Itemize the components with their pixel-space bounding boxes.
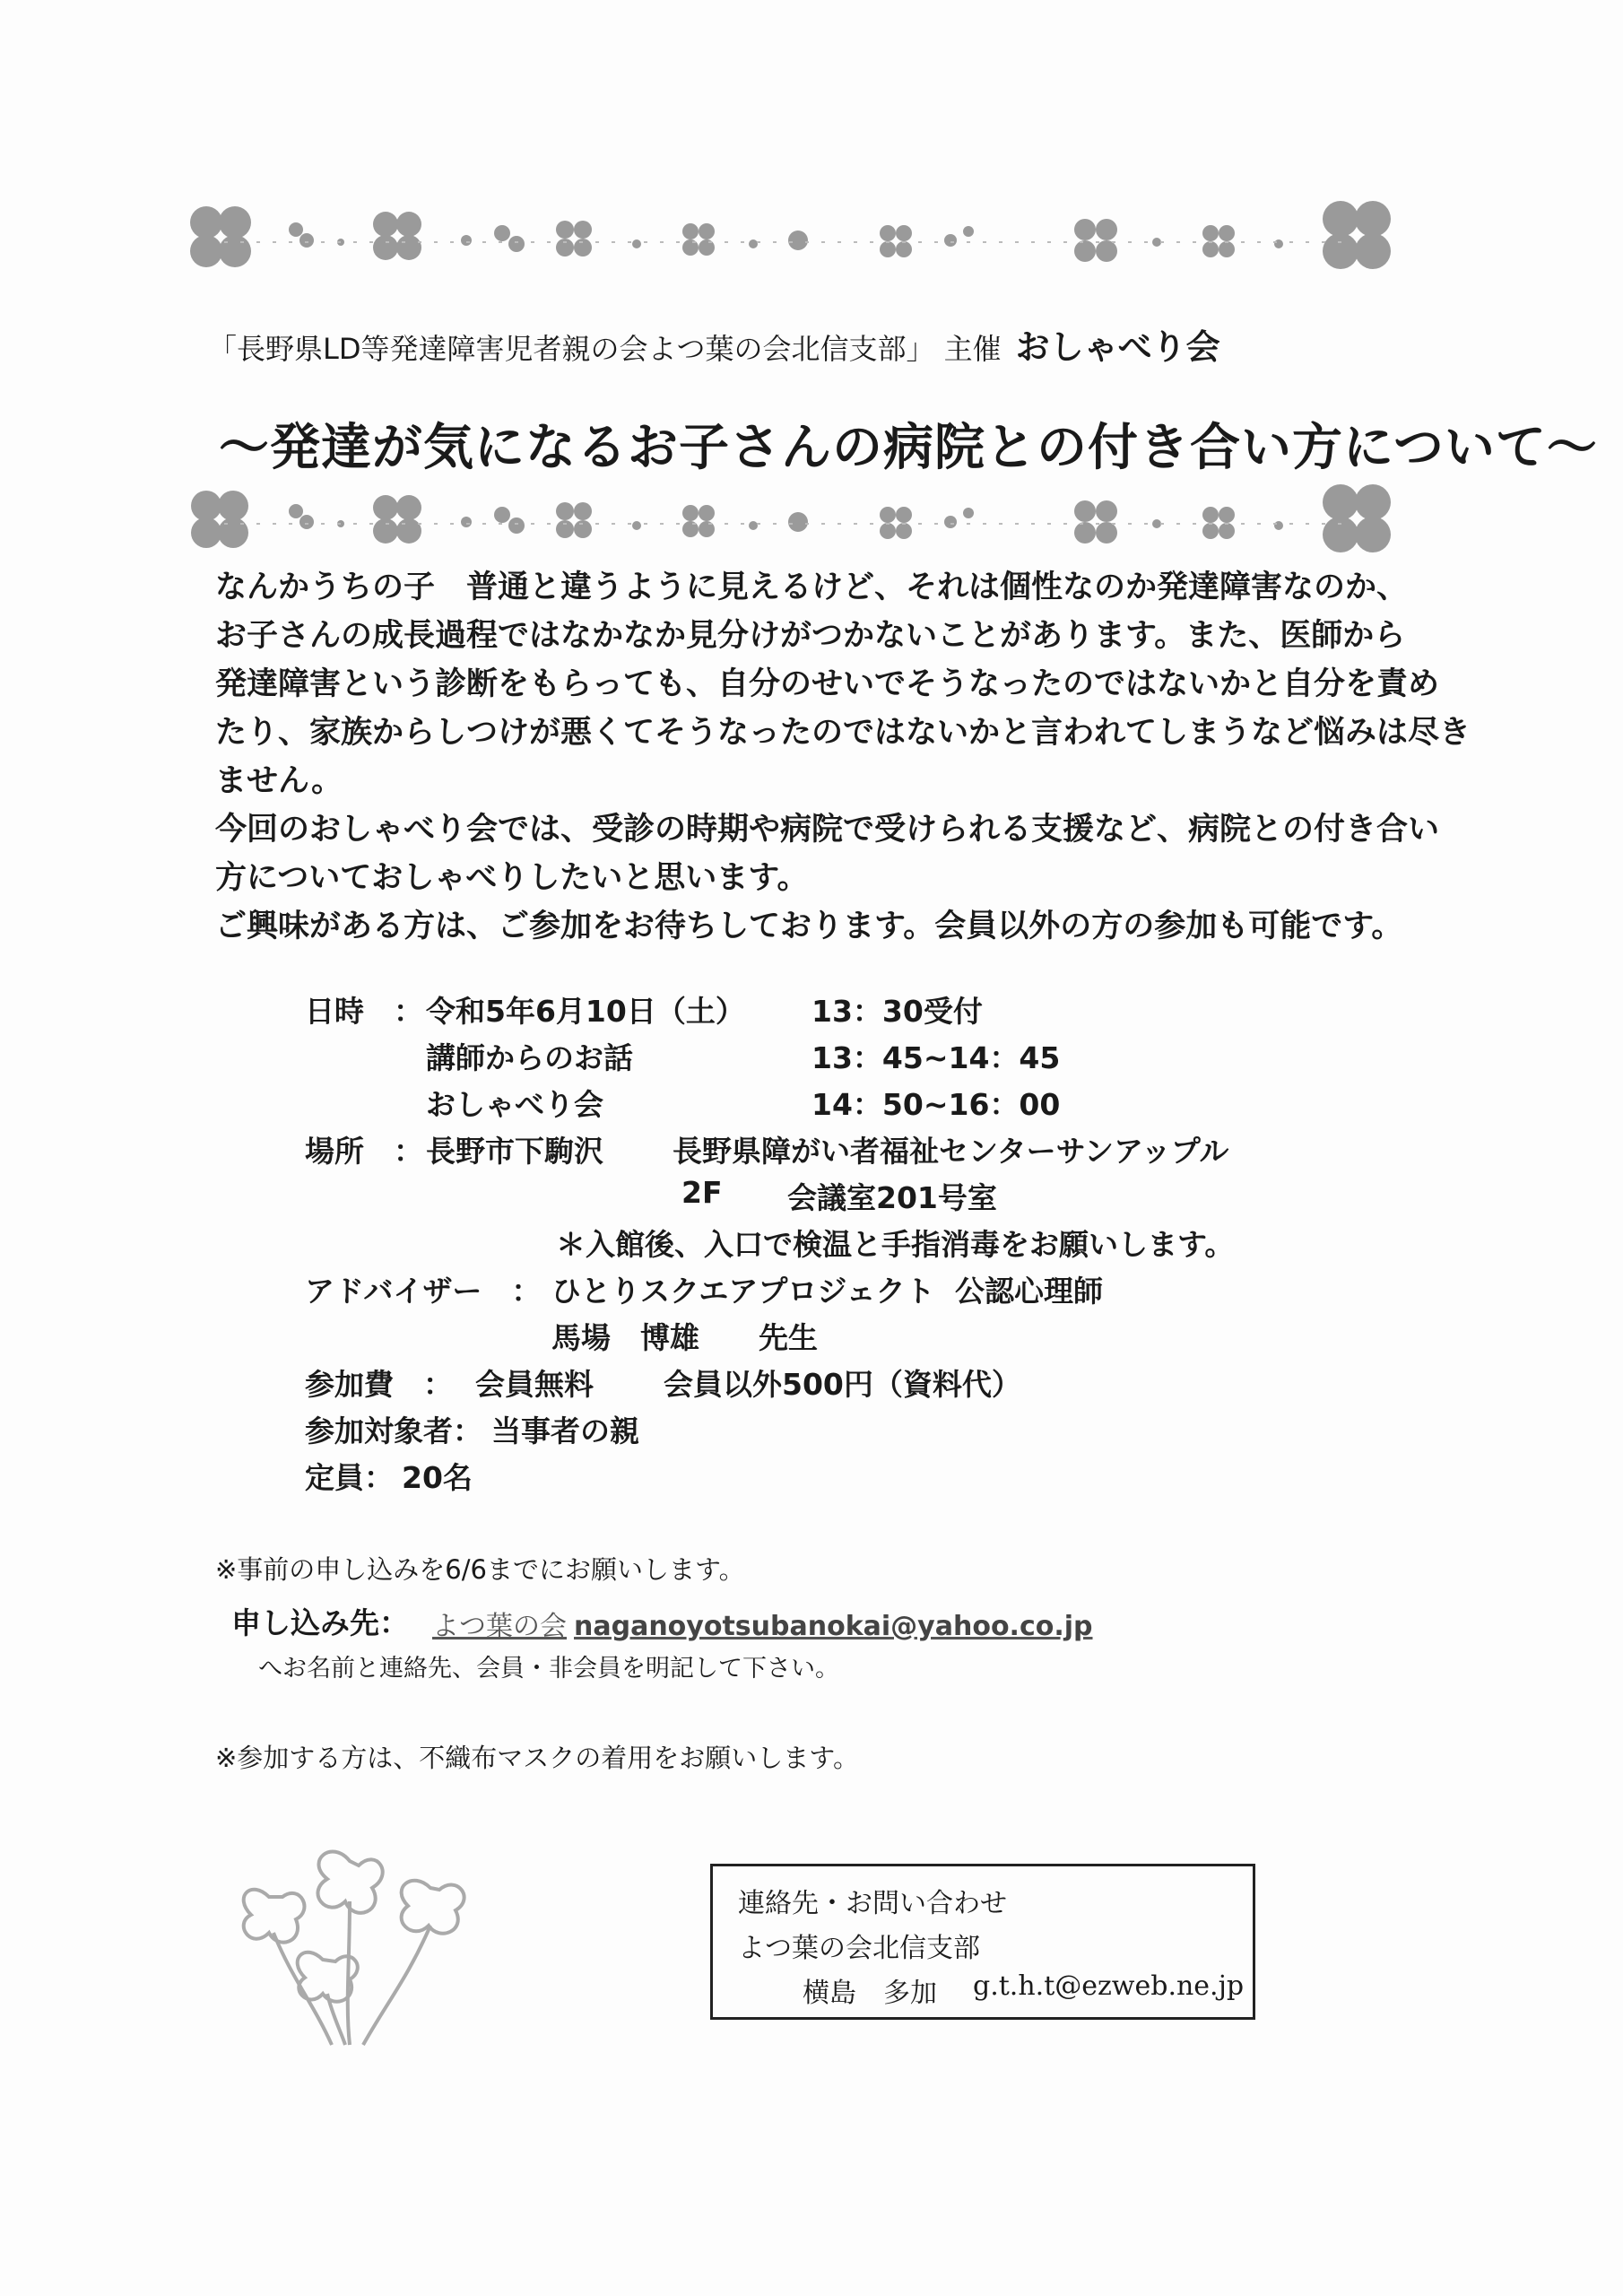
place-city: 長野市下駒沢 bbox=[426, 1134, 603, 1169]
apply-label: 申し込み先： bbox=[231, 1605, 409, 1640]
organizer-line bbox=[208, 319, 1220, 369]
clover-icon bbox=[682, 223, 715, 256]
apply-name: よつ葉の会 bbox=[432, 1611, 567, 1642]
contact-person: 横島 多加 bbox=[803, 1978, 937, 2009]
clover-border-top bbox=[170, 187, 1426, 294]
fee-label: 参加費 ： bbox=[305, 1367, 453, 1402]
contact-email[interactable]: g.t.h.t@ezweb.ne.jp bbox=[973, 1970, 1245, 2002]
clover-icon bbox=[191, 491, 248, 548]
contact-box bbox=[710, 1864, 1255, 2020]
fee-nonmember: 会員以外500円（資料代） bbox=[664, 1367, 1021, 1402]
clover-icon bbox=[880, 507, 912, 539]
apply-contact[interactable] bbox=[432, 1604, 1093, 1643]
clover-border-bottom bbox=[170, 466, 1426, 574]
contact-heading: 連絡先・お問い合わせ bbox=[738, 1888, 1007, 1919]
intro-line: 今回のおしゃべり会では、受診の時期や病院で受けられる支援など、病院との付き合い bbox=[215, 812, 1440, 848]
target-label: 参加対象者： bbox=[305, 1413, 482, 1448]
place-label: 場所 ： bbox=[305, 1134, 423, 1169]
clover-icon bbox=[373, 212, 421, 260]
capacity-label: 定員： bbox=[305, 1460, 394, 1495]
place-floor: 2F bbox=[681, 1175, 723, 1210]
clover-bouquet-illustration bbox=[215, 1825, 520, 2049]
intro-line: ません。 bbox=[215, 763, 343, 799]
lecture-label: 講師からのお話 bbox=[426, 1040, 633, 1075]
intro-line: ご興味がある方は、ご参加をお待ちしております。会員以外の方の参加も可能です。 bbox=[215, 909, 1403, 944]
intro-line: 発達障害という診断をもらっても、自分のせいでそうなったのではないかと自分を責め bbox=[215, 666, 1440, 702]
intro-line: 方についておしゃべりしたいと思います。 bbox=[215, 860, 809, 896]
intro-line: たり、家族からしつけが悪くてそうなったのではないかと言われてしまうなど悩みは尽き bbox=[215, 715, 1471, 751]
chat-time: 14：50~16：00 bbox=[812, 1087, 1061, 1122]
target-value: 当事者の親 bbox=[491, 1413, 639, 1448]
contact-org: よつ葉の会北信支部 bbox=[738, 1933, 980, 1964]
capacity-value: 20名 bbox=[402, 1460, 473, 1495]
fee-member: 会員無料 bbox=[475, 1367, 594, 1402]
intro-text bbox=[215, 563, 1471, 951]
place-note: ＊入館後、入口で検温と手指消毒をお願いします。 bbox=[556, 1227, 1235, 1262]
registration-note: ※事前の申し込みを6/6までにお願いします。 bbox=[215, 1554, 745, 1585]
advisor-name: 馬場 博雄 先生 bbox=[551, 1320, 818, 1355]
advisor-title: 公認心理師 bbox=[955, 1274, 1103, 1309]
date-label: 日時 ： bbox=[305, 994, 423, 1029]
clover-icon bbox=[1323, 484, 1391, 552]
place-room: 会議室201号室 bbox=[787, 1180, 997, 1215]
clover-icon bbox=[1202, 507, 1235, 539]
clover-icon bbox=[1202, 225, 1235, 257]
clover-icon bbox=[556, 221, 592, 257]
page-title: ～発達が気になるお子さんの病院との付き合い方について～ bbox=[219, 419, 1598, 477]
organizer: 「長野県LD等発達障害児者親の会よつ葉の会北信支部」 主催 bbox=[208, 332, 1002, 366]
clover-icon bbox=[556, 502, 592, 538]
reception-time: 13：30受付 bbox=[812, 994, 983, 1029]
place-venue: 長野県障がい者福祉センターサンアップル bbox=[673, 1134, 1229, 1169]
lecture-time: 13：45~14：45 bbox=[812, 1040, 1061, 1075]
apply-email-link[interactable]: naganoyotsubanokai@yahoo.co.jp bbox=[574, 1611, 1093, 1642]
chat-label: おしゃべり会 bbox=[426, 1087, 603, 1122]
clover-icon bbox=[880, 225, 912, 257]
clover-icon bbox=[1074, 500, 1117, 544]
mask-note: ※参加する方は、不織布マスクの着用をお願いします。 bbox=[215, 1743, 859, 1773]
clover-icon bbox=[190, 206, 251, 267]
clover-icon bbox=[1074, 219, 1117, 262]
clover-icon bbox=[373, 495, 421, 544]
clover-icon bbox=[682, 505, 715, 537]
apply-note: へお名前と連絡先、会員・非会員を明記して下さい。 bbox=[258, 1655, 839, 1683]
date-value: 令和5年6月10日（土） bbox=[426, 994, 745, 1029]
advisor-label: アドバイザー ： bbox=[305, 1274, 542, 1309]
event-name: おしゃべり会 bbox=[1015, 327, 1220, 367]
intro-line: なんかうちの子 普通と違うように見えるけど、それは個性なのか発達障害なのか、 bbox=[215, 570, 1409, 605]
clover-icon bbox=[1323, 201, 1391, 269]
intro-line: お子さんの成長過程ではなかなか見分けがつかないことがあります。また、医師から bbox=[215, 618, 1406, 654]
advisor-org: ひとりスクエアプロジェクト bbox=[551, 1274, 935, 1309]
